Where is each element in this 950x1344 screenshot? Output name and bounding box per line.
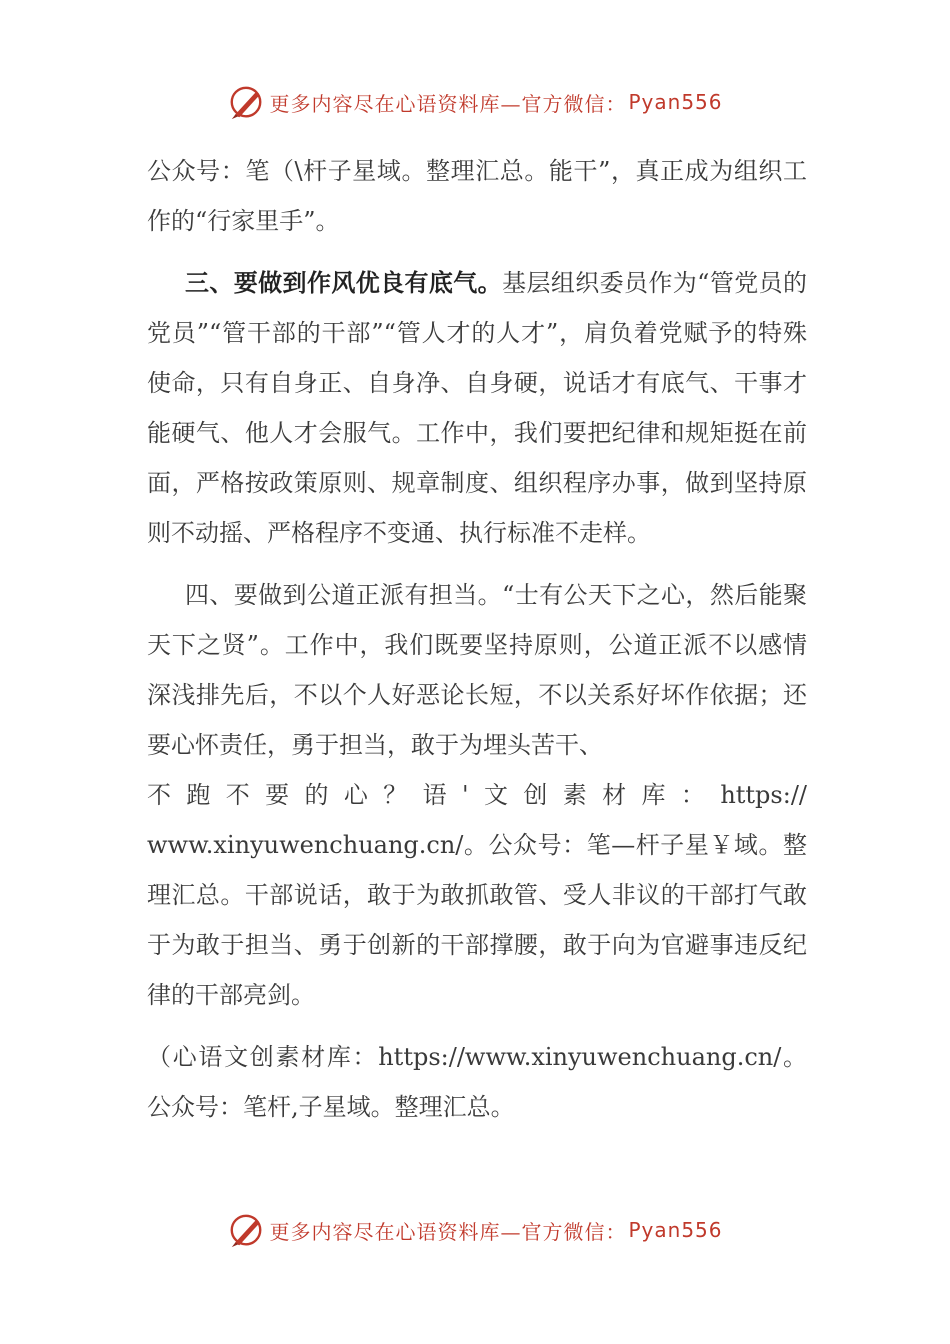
section-four-spaced-line: 不跑不要的心？语'文创素材库：https:// xyxy=(147,781,807,809)
footer-wechat-id: Pyan556 xyxy=(628,1218,723,1242)
section-three-heading: 三、要做到作风优良有底气。 xyxy=(185,268,503,297)
header-banner xyxy=(0,82,950,122)
section-four-text-a: 四、要做到公道正派有担当。“士有公天下之心，然后能聚天下之贤”。工作中，我们既要坚持原则，公道正派不以感情深浅排先后，不以个人好恶论长短，不以关系好坏作依据；还要心怀责任，勇于担当，敢于为埋头苦干、 xyxy=(147,581,807,759)
document-body xyxy=(147,146,807,1132)
paragraph-section-four xyxy=(147,570,807,770)
header-banner-text: 更多内容尽在心语资料库—官方微信： xyxy=(269,91,627,116)
section-three-body: 基层组织委员作为“管党员的党员”“管干部的干部”“管人才的人才”，肩负着党赋予的特殊使命，只有自身正、自身净、自身硬，说话才有底气、干事才能硬气、他人才会服气。工作中，我们要把纪律和规矩挺在前面，严格按政策原则、规章制度、组织程序办事，做到坚持原则不动摇、严格程序不变通、执行标准不走样。 xyxy=(147,269,807,547)
footer-banner xyxy=(0,1210,950,1250)
paragraph-source-note: （心语文创素材库：https://www.xinyuwenchuang.cn/。公众号：笔杆,子星域。整理汇总。 xyxy=(147,1043,807,1121)
pen-logo-icon xyxy=(227,1211,265,1249)
header-wechat-id: Pyan556 xyxy=(628,90,723,114)
paragraph-continuation: 公众号：笔（\杆子星域。整理汇总。能干”，真正成为组织工作的“行家里手”。 xyxy=(147,157,807,235)
footer-banner-text: 更多内容尽在心语资料库—官方微信： xyxy=(269,1219,627,1244)
section-four-text-c: www.xinyuwenchuang.cn/。公众号：笔—杆子星￥域。整理汇总。干部说话，敢于为敢抓敢管、受人非议的干部打气敢于为敢于担当、勇于创新的干部撑腰，敢于向为官避事违反纪律的干部亮剑。 xyxy=(147,831,807,1009)
pen-logo-icon xyxy=(227,83,265,121)
paragraph-section-three xyxy=(147,258,807,558)
